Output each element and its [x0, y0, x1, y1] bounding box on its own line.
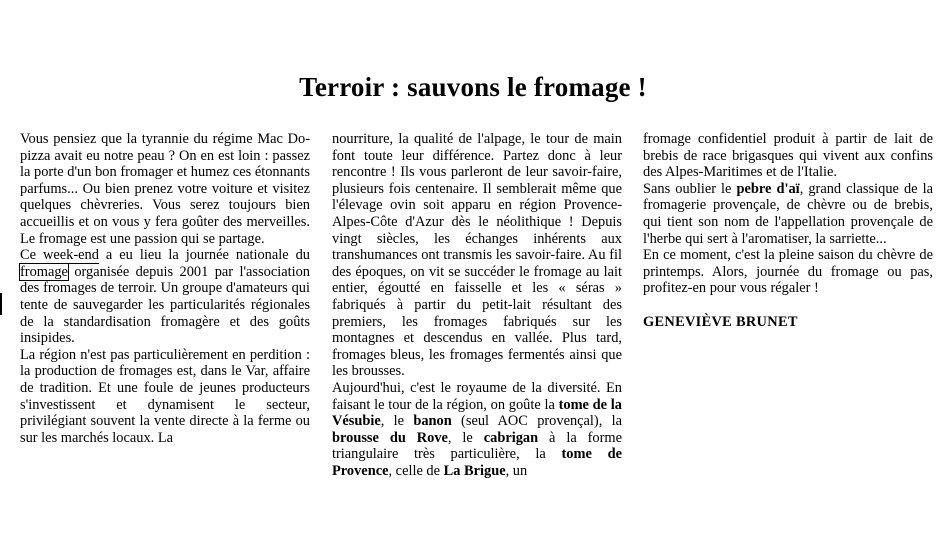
text-run: Sans oublier le — [643, 180, 737, 197]
cheese-name: banon — [413, 413, 452, 430]
text-run: Aujourd'hui, c'est le royaume de la diversité. En faisant le tour de la région, on goûte la — [332, 379, 622, 413]
paragraph — [332, 380, 622, 480]
cheese-name: tome de la Vésubie — [332, 396, 622, 430]
paragraph: fromage confidentiel produit à partir de lait de brebis de race brigasques qui vivent aux confins des Alpes-Maritimes et de l'Italie. — [643, 131, 933, 181]
cheese-name: pebre d'aï — [736, 180, 800, 197]
text-run: Ce — [20, 247, 43, 264]
cheese-name: La Brigue — [443, 462, 506, 479]
author-signature: GENEVIÈVE BRUNET — [643, 313, 798, 330]
text-run: , le — [380, 413, 414, 430]
column-2 — [332, 131, 622, 479]
paragraph: Vous pensiez que la tyrannie du régime Mac Do-pizza avait eu notre peau ? On en est loin : passez la porte d'un bon fromager et humez ces étonnants parfums... Ou bien prenez votre voiture et visitez quelques chèvreries. Vous serez toujours bien accueillis et on vous y fera goûter des merveilles. Le fromage est une passion qui se partage. — [20, 131, 310, 247]
paragraph: En ce moment, c'est la pleine saison du chèvre de printemps. Alors, journée du fromage ou pas, profitez-en pour vous régaler ! — [643, 247, 933, 297]
article-title: Terroir : sauvons le fromage ! — [299, 72, 647, 102]
text-run: (seul AOC provençal), la — [451, 413, 622, 430]
underlined-word[interactable]: week-end — [42, 247, 99, 264]
cheese-name: tome de Provence — [332, 446, 622, 479]
paragraph — [20, 247, 310, 347]
text-run: , un — [505, 462, 528, 479]
text-run: , grand classique de la fromagerie provençale, de chèvre ou de brebis, qui tient son nom de l'appellation provençale de l'herbe qui sert à l'aromatiser, la sarriette... — [643, 180, 933, 247]
cheese-name: cabrigan — [483, 429, 539, 446]
paragraph: La région n'est pas particulièrement en perdition : la production de fromages est, dans le Var, affaire de tradition. Et une foule de jeunes producteurs s'investissent et dynamisent le secteur, privilégiant souvent la vente directe à la ferme ou sur les marchés locaux. La — [20, 346, 310, 446]
column-3 — [643, 131, 933, 331]
boxed-word[interactable]: fromage — [20, 263, 68, 280]
text-run: , le — [447, 429, 484, 446]
column-1 — [20, 131, 310, 446]
change-bar — [0, 293, 2, 315]
cheese-name: brousse du Rove — [332, 429, 448, 446]
text-run: , celle de — [388, 462, 444, 479]
paragraph — [643, 181, 933, 247]
paragraph: nourriture, la qualité de l'alpage, le tour de main font toute leur différence. Partez donc à leur rencontre ! Ils vous parleront de leur savoir-faire, plusieurs fois centenaire. Il semblerait même que l'élevage ovin soit apparu en région Provence-Alpes-Côte d'Azur dès le néolithique ! Depuis vingt siècles, les échanges inhérents aux transhumances ont transmis les savoir-faire. Au fil des époques, on vit se succéder le fromage au lait entier, égoutté en faisselle et les « séras » fabriqués à partir du petit-lait résultant des premiers, les fromages fabriqués sur les montagnes et descendus en vallée. Plus tard, fromages bleus, les fromages fermentés ainsi que les brousses. — [332, 131, 622, 380]
text-run: à la forme triangulaire très particulière, la — [332, 429, 622, 463]
text-run: a eu lieu la journée nationale du — [98, 247, 310, 264]
text-run: organisée depuis 2001 par l'association des fromages de terroir. Un groupe d'amateurs qui tente de sauvegarder les particularités régionales de la standardisation fromagère et des goûts insipides. — [20, 263, 310, 347]
